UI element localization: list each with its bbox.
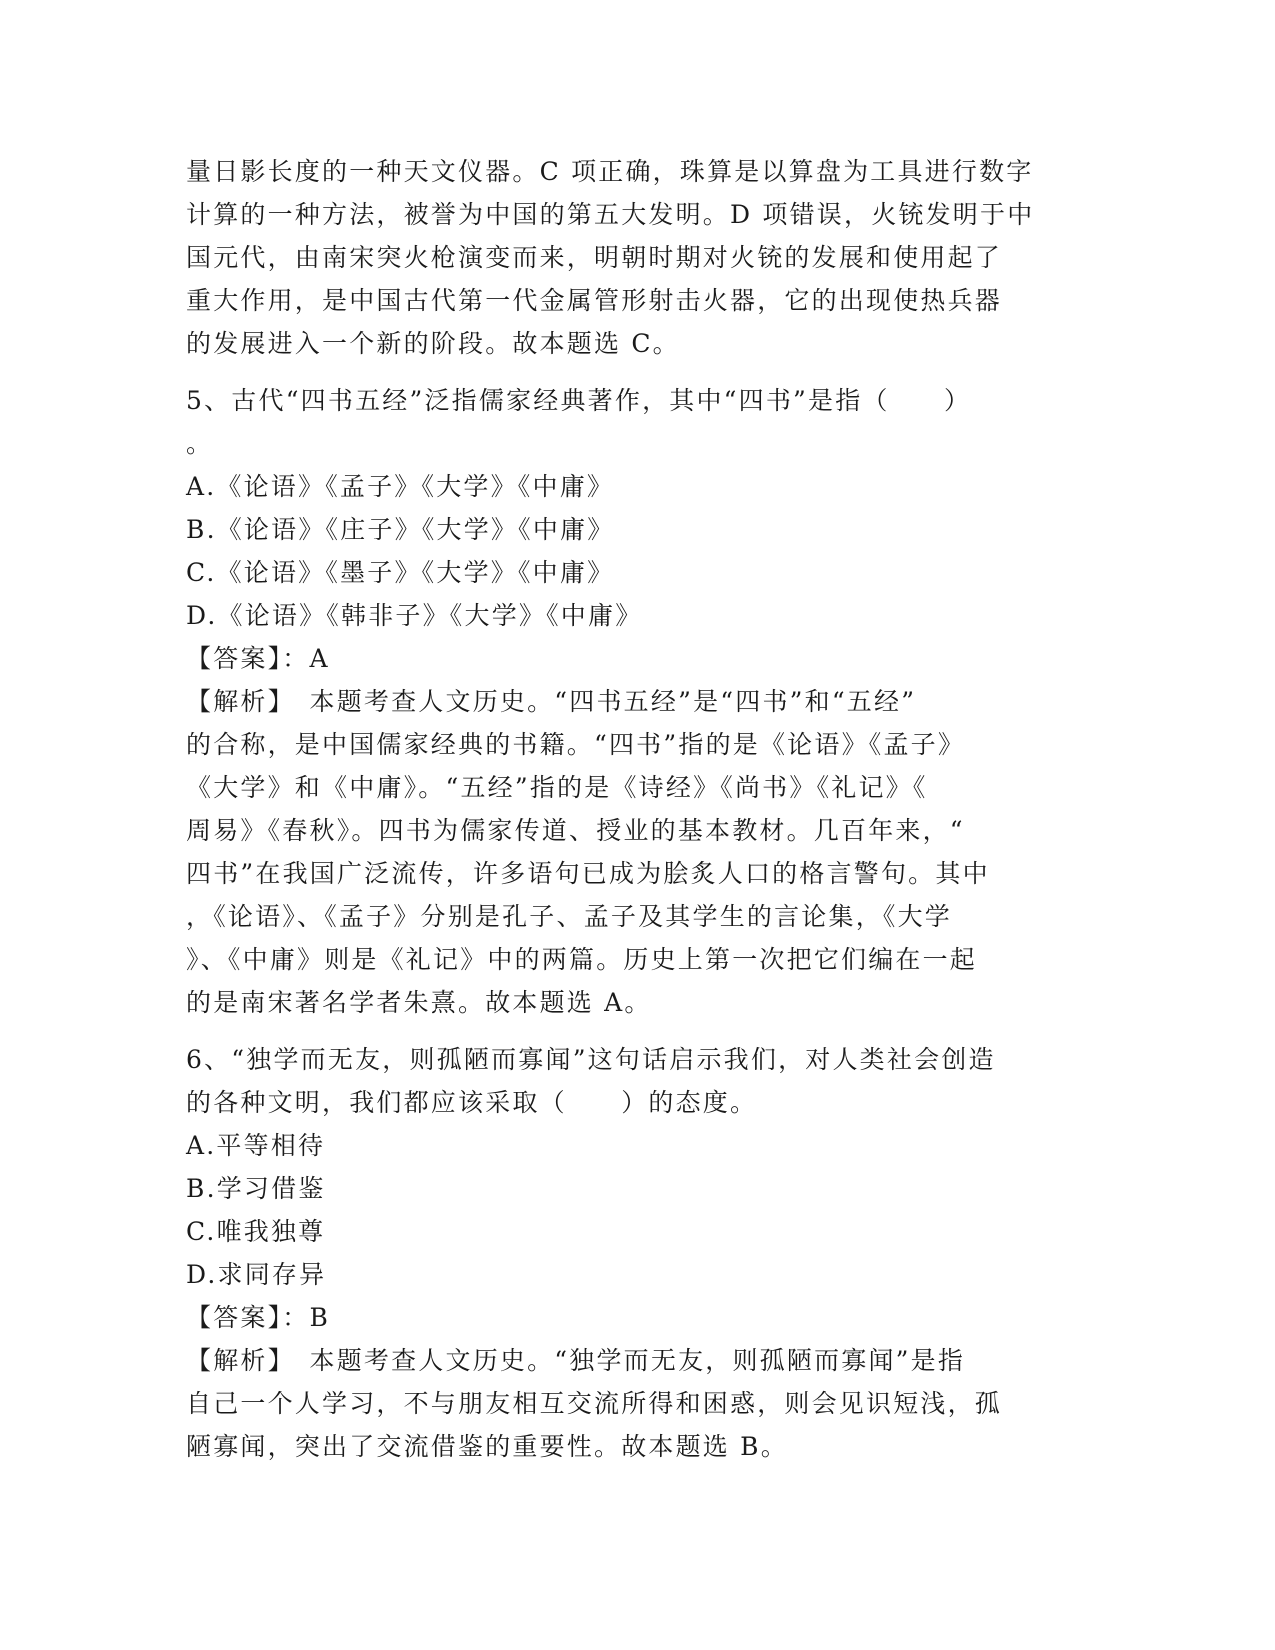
explanation-line: 的是南宋著名学者朱熹。故本题选 A。 (186, 988, 652, 1017)
text-line: 计算的一种方法，被誉为中国的第五大发明。D 项错误，火铳发明于中 (186, 200, 1035, 229)
explanation-line: 【解析】 本题考查人文历史。“独学而无友，则孤陋而寡闻”是指 (186, 1346, 966, 1375)
document-page (186, 150, 1086, 1468)
explanation-line: 自己一个人学习，不与朋友相互交流所得和困惑，则会见识短浅，孤 (186, 1389, 1003, 1418)
q4-explanation-tail (186, 150, 1086, 365)
explanation-line: ，《论语》、《孟子》分别是孔子、孟子及其学生的言论集，《大学 (186, 902, 953, 931)
text-line: 的发展进入一个新的阶段。故本题选 C。 (186, 329, 680, 358)
option-c: C.唯我独尊 (186, 1217, 326, 1246)
answer-label: 【答案】：B (186, 1303, 331, 1332)
text-line: 重大作用，是中国古代第一代金属管形射击火器，它的出现使热兵器 (186, 286, 1003, 315)
option-c: C.《论语》《墨子》《大学》《中庸》 (186, 558, 615, 587)
explanation-line: 的合称，是中国儒家经典的书籍。“四书”指的是《论语》《孟子》 (186, 730, 966, 759)
question-stem: 的各种文明，我们都应该采取（ ）的态度。 (186, 1088, 758, 1117)
explanation-line: 四书”在我国广泛流传，许多语句已成为脍炙人口的格言警句。其中 (186, 859, 990, 888)
option-a: A.《论语》《孟子》《大学》《中庸》 (186, 472, 615, 501)
option-d: D.《论语》《韩非子》《大学》《中庸》 (186, 601, 643, 630)
answer-label: 【答案】：A (186, 644, 330, 673)
explanation-line: 》、《中庸》则是《礼记》中的两篇。历史上第一次把它们编在一起 (186, 945, 978, 974)
option-b: B.学习借鉴 (186, 1174, 326, 1203)
option-d: D.求同存异 (186, 1260, 327, 1289)
question-stem: 6、“独学而无友，则孤陋而寡闻”这句话启示我们，对人类社会创造 (186, 1045, 996, 1074)
text-line: 国元代，由南宋突火枪演变而来，明朝时期对火铳的发展和使用起了 (186, 243, 1003, 272)
explanation-line: 周易》《春秋》。四书为儒家传道、授业的基本教材。几百年来，“ (186, 816, 965, 845)
option-b: B.《论语》《庄子》《大学》《中庸》 (186, 515, 615, 544)
explanation-line: 陋寡闻，突出了交流借鉴的重要性。故本题选 B。 (186, 1432, 788, 1461)
explanation-line: 《大学》和《中庸》。“五经”指的是《诗经》《尚书》《礼记》《 (186, 773, 928, 802)
question-stem: 5、古代“四书五经”泛指儒家经典著作，其中“四书”是指（ ） (186, 386, 972, 415)
question-stem: 。 (186, 429, 214, 458)
text-line: 量日影长度的一种天文仪器。C 项正确，珠算是以算盘为工具进行数字 (186, 157, 1034, 186)
explanation-line: 【解析】 本题考查人文历史。“四书五经”是“四书”和“五经” (186, 687, 917, 716)
question-5 (186, 379, 1086, 1024)
question-6 (186, 1038, 1086, 1468)
option-a: A.平等相待 (186, 1131, 326, 1160)
